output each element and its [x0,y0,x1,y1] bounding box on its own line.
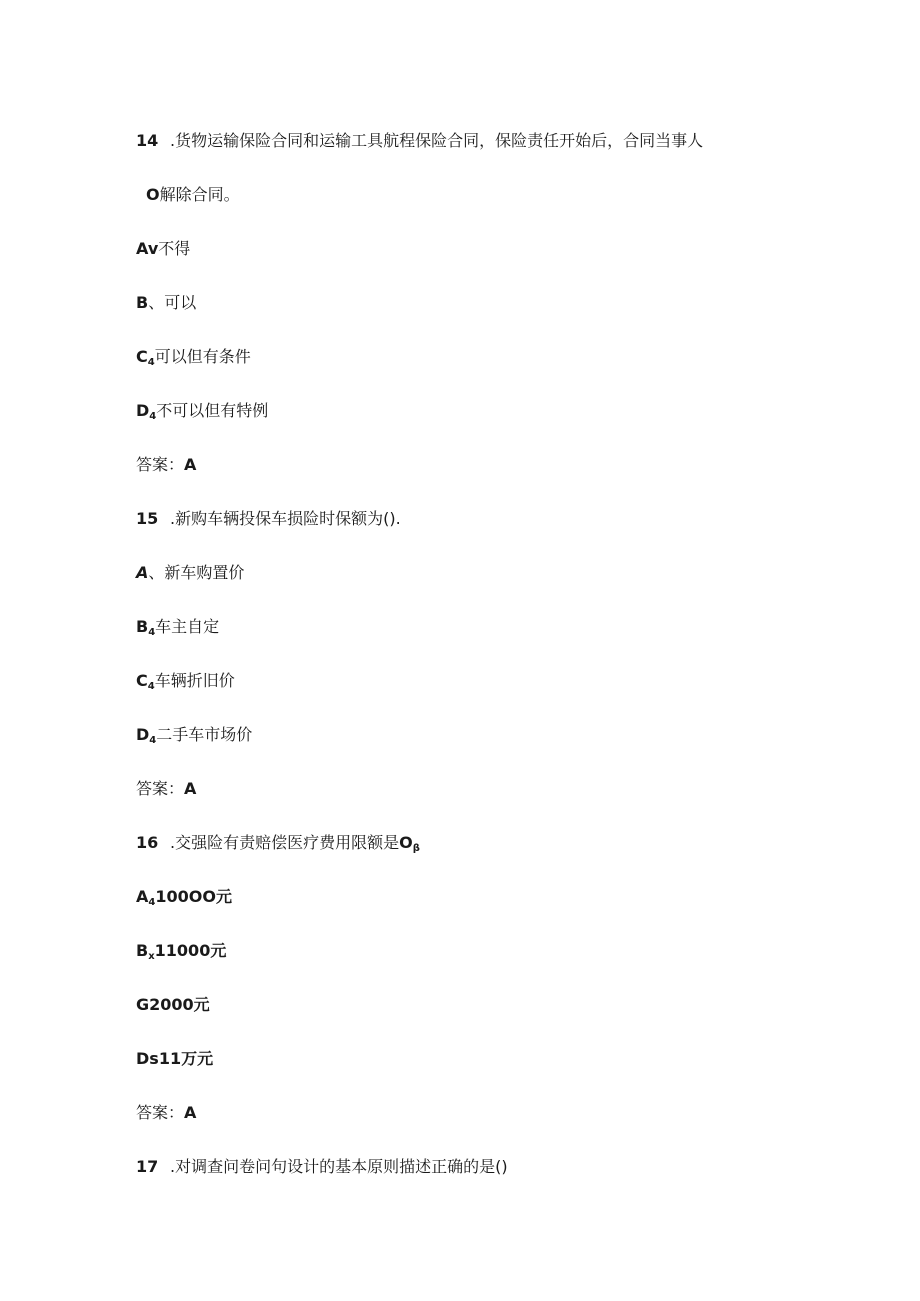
answer-label: 答案： [136,1103,185,1122]
option-text: 车主自定 [155,617,220,636]
option-label: C [136,347,148,366]
answer-value: A [184,1103,197,1122]
option-a [136,886,232,914]
question-number: 16 [136,833,159,852]
answer [136,778,196,800]
question-14-stem-line1 [136,130,703,152]
option-b [136,940,226,968]
option-text: 11万元 [158,1049,214,1068]
question-15-stem-line1 [136,508,401,530]
option-a [136,238,190,260]
option-label: D [136,401,150,420]
option-label-sub: 4 [148,897,156,908]
option-d [136,400,268,428]
blank-marker: O [146,185,160,204]
option-label: B [136,293,149,312]
option-text: 不得 [158,239,191,258]
question-number: 15 [136,509,159,528]
answer [136,454,196,476]
option-label: D [136,725,150,744]
option-text: 二手车市场价 [156,725,253,744]
option-label: A [136,887,149,906]
option-b [136,616,219,644]
option-b [136,292,196,314]
option-c [136,346,251,374]
option-c [136,670,235,698]
question-16-stem-line1 [136,832,420,860]
question-number: 14 [136,131,159,150]
option-text: 100OO元 [155,887,232,906]
question-stem-text: .新购车辆投保车损险时保额为(). [170,509,401,528]
answer-label: 答案： [136,455,185,474]
option-text: 车辆折旧价 [154,671,235,690]
option-text: 、新车购置价 [148,563,245,582]
option-label: A [136,563,149,582]
option-a [136,562,244,584]
option-text: 不可以但有特例 [156,401,269,420]
answer-value: A [184,455,197,474]
blank-marker: O [399,833,413,852]
option-label-sub: 4 [147,357,155,368]
option-label: B [136,941,149,960]
option-label-sub: 4 [149,735,157,746]
question-stem-text: .交强险有责赔偿医疗费用限额是 [170,833,400,852]
option-d [136,724,252,752]
option-d [136,1048,213,1070]
answer-value: A [184,779,197,798]
option-text: 、可以 [148,293,197,312]
question-14-stem-line2 [146,184,240,206]
option-label-sub: x [148,951,155,962]
option-c [136,994,210,1016]
option-label: B [136,617,149,636]
question-stem-text: .货物运输保险合同和运输工具航程保险合同，保险责任开始后，合同当事人 [170,131,704,150]
option-label-sub: 4 [149,411,157,422]
question-number: 17 [136,1157,159,1176]
question-stem-text: 解除合同。 [159,185,240,204]
answer [136,1102,196,1124]
option-text: 可以但有条件 [154,347,251,366]
question-17-stem-line1 [136,1156,508,1178]
option-text: 2000元 [149,995,210,1014]
question-stem-text: .对调查问卷问句设计的基本原则描述正确的是() [170,1157,508,1176]
blank-marker-sub: β [412,843,420,854]
option-label-sub: 4 [147,681,155,692]
option-label: Av [136,239,159,258]
option-label: Ds [136,1049,159,1068]
option-label: G [136,995,150,1014]
option-text: 11000元 [154,941,227,960]
answer-label: 答案： [136,779,185,798]
option-label-sub: 4 [148,627,156,638]
option-label: C [136,671,148,690]
